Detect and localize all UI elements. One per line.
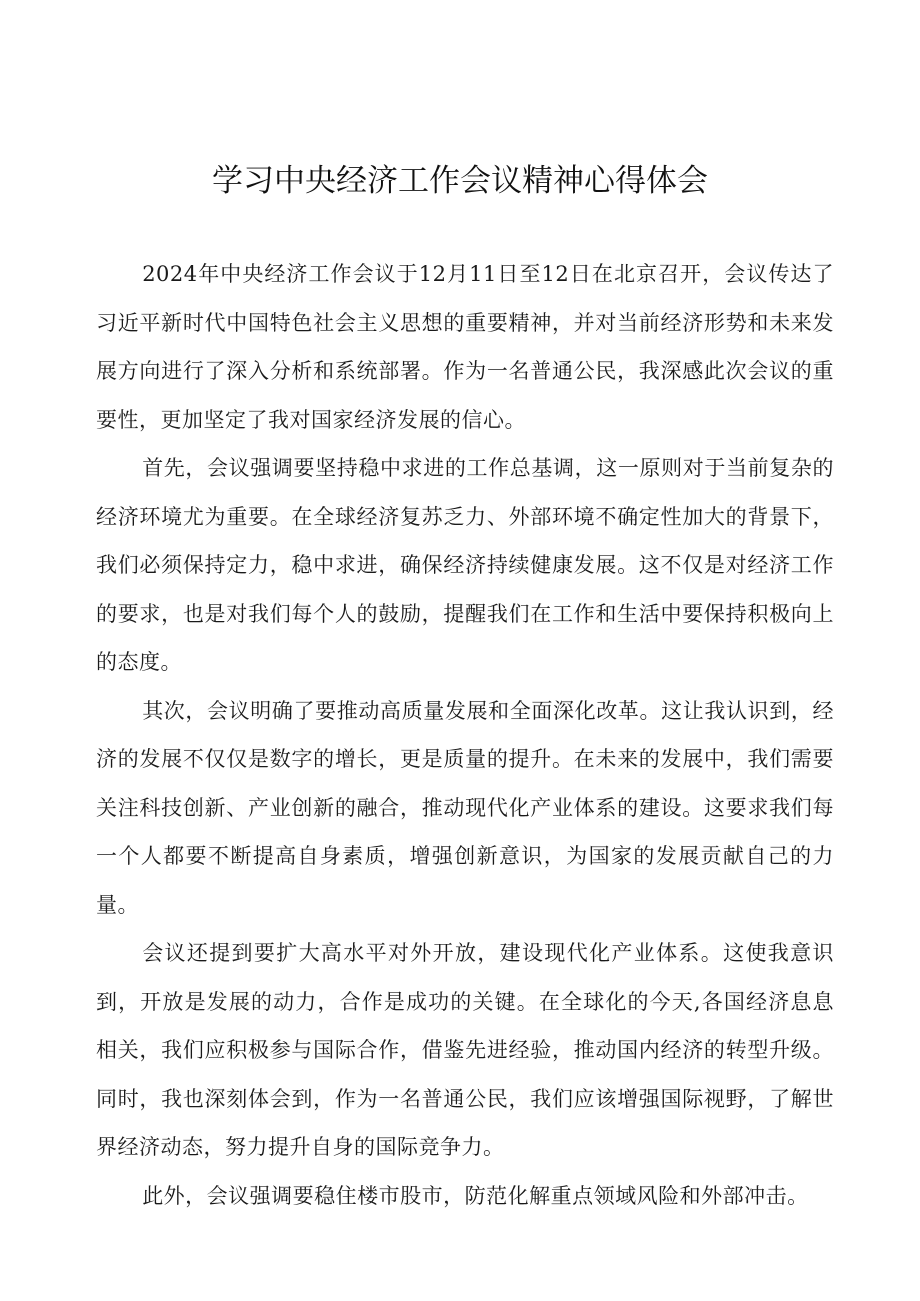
document-body xyxy=(96,250,834,1220)
paragraph-5: 此外，会议强调要稳住楼市股市，防范化解重点领域风险和外部冲击。 xyxy=(142,1183,809,1208)
paragraph-1: 2024年中央经济工作会议于12月11日至12日在北京召开，会议传达了习近平新时代中国特色社会主义思想的重要精神，并对当前经济形势和未来发展方向进行了深入分析和系统部署。作为一名普通公民，我深感此次会议的重要性，更加坚定了我对国家经济发展的信心。 xyxy=(96,262,834,432)
paragraph-4: 会议还提到要扩大高水平对外开放，建设现代化产业体系。这使我意识到，开放是发展的动力，合作是成功的关键。在全球化的今天,各国经济息息相关，我们应积极参与国际合作，借鉴先进经验，推动国内经济的转型升级。同时，我也深刻体会到，作为一名普通公民，我们应该增强国际视野，了解世界经济动态，努力提升自身的国际竞争力。 xyxy=(96,941,834,1159)
paragraph-3: 其次，会议明确了要推动高质量发展和全面深化改革。这让我认识到，经济的发展不仅仅是数字的增长，更是质量的提升。在未来的发展中，我们需要关注科技创新、产业创新的融合，推动现代化产业体系的建设。这要求我们每一个人都要不断提高自身素质，增强创新意识，为国家的发展贡献自己的力量。 xyxy=(96,698,834,917)
document-title: 学习中央经济工作会议精神心得体会 xyxy=(212,163,708,199)
paragraph-2: 首先，会议强调要坚持稳中求进的工作总基调，这一原则对于当前复杂的经济环境尤为重要。在全球经济复苏乏力、外部环境不确定性加大的背景下，我们必须保持定力，稳中求进，确保经济持续健康发展。这不仅是对经济工作的要求，也是对我们每个人的鼓励，提醒我们在工作和生活中要保持积极向上的态度。 xyxy=(96,456,834,674)
